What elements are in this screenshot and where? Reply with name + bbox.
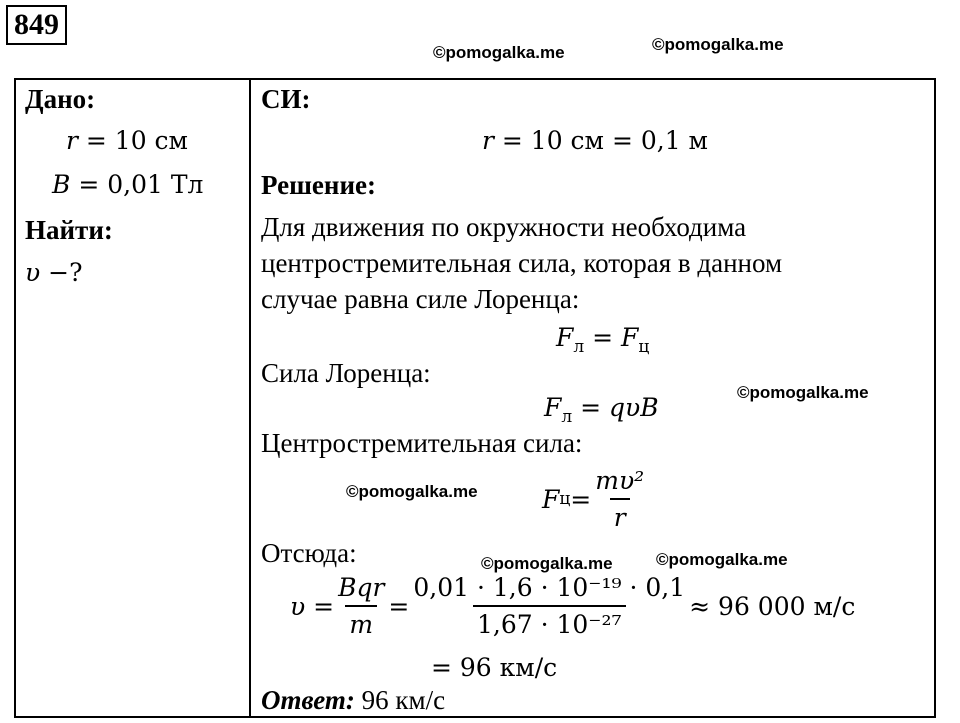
equation-velocity: υ = $\frac{\text{Bqr}}{m}$ = $\frac{\text{0,01 · 1,6 · 10⁻¹⁹ · 0,1}}{\text{1,67 · 10⁻²⁷}}$ ≈ 96 000 м/с [290,573,856,639]
lorentz-label: Сила Лоренца: [261,358,431,388]
find-value: υ −? [25,258,83,287]
answer: Ответ: 96 км/с [261,685,446,715]
given-r: r = 10 см [66,126,188,155]
si-conversion: r = 10 см = 0,1 м [482,126,708,155]
solution-heading: Решение: [261,170,376,200]
watermark: ©pomogalka.me [481,554,613,573]
watermark: ©pomogalka.me [656,550,788,569]
si-heading: СИ: [261,84,311,114]
solution-text-line3: случае равна силе Лоренца: [261,284,580,314]
solution-text-line2: центростремительная сила, которая в данном [261,248,783,278]
column-divider [249,78,251,718]
solution-text-line1: Для движения по окружности необходима [261,212,747,242]
watermark: ©pomogalka.me [737,383,869,402]
given-heading: Дано: [25,84,96,114]
equation-result-kms: = 96 км/с [431,653,558,682]
equation-lorentz: $F_л = q\upsilon B$ [544,393,659,427]
watermark: ©pomogalka.me [433,43,565,62]
watermark: ©pomogalka.me [346,482,478,501]
equation-force-balance: $F_л = F_ц$ [556,323,650,357]
watermark: ©pomogalka.me [652,35,784,54]
given-b: B = 0,01 Тл [52,170,204,199]
problem-number: 849 [6,5,67,45]
equation-centripetal: F ц = $\frac{\text{mυ²}}{r}$ [542,466,645,532]
centripetal-label: Центростремительная сила: [261,428,583,458]
hence-label: Отсюда: [261,538,357,568]
find-heading: Найти: [25,215,113,245]
